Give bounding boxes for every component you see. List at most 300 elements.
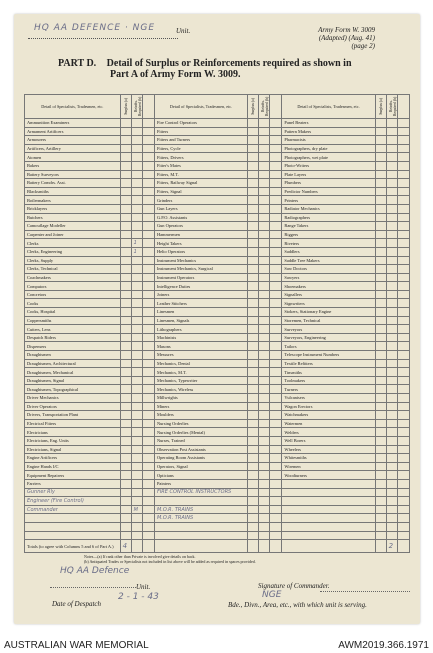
trade-cell: Leather Stitchers	[154, 299, 247, 308]
table-row	[25, 316, 410, 325]
required-cell	[259, 153, 270, 162]
surplus-cell	[248, 402, 259, 411]
blank-cell	[270, 179, 282, 188]
surplus-cell	[120, 222, 131, 231]
blank-cell	[270, 265, 282, 274]
blank-cell	[397, 479, 409, 488]
part-label: PART D.	[58, 58, 97, 69]
surplus-cell	[248, 213, 259, 222]
required-cell	[386, 376, 397, 385]
bde-handwritten: NGE	[262, 590, 282, 600]
required-cell	[259, 273, 270, 282]
surplus-cell	[120, 325, 131, 334]
commander-label: Signature of Commander.	[258, 582, 330, 590]
surplus-cell	[248, 282, 259, 291]
trade-cell: Armament Artificers	[25, 127, 121, 136]
trade-cell: Moulders	[154, 411, 247, 420]
surplus-cell	[120, 153, 131, 162]
trade-cell: Textile Refitters	[282, 359, 375, 368]
surplus-cell	[375, 273, 386, 282]
trade-cell: Photographers, wet plate	[282, 153, 375, 162]
blank-cell	[397, 127, 409, 136]
blank-cell	[397, 505, 409, 514]
trade-cell: Carpenter and Joiner	[25, 230, 121, 239]
surplus-cell	[248, 522, 259, 531]
surplus-cell	[375, 359, 386, 368]
required-cell	[131, 222, 142, 231]
required-cell	[259, 402, 270, 411]
surplus-cell	[120, 316, 131, 325]
required-cell	[386, 394, 397, 403]
required-cell	[386, 299, 397, 308]
trade-cell: Coachmakers	[25, 273, 121, 282]
surplus-cell	[375, 505, 386, 514]
required-cell	[131, 230, 142, 239]
blank-cell	[142, 187, 154, 196]
blank-cell	[397, 462, 409, 471]
surplus-cell	[375, 153, 386, 162]
surplus-cell	[375, 402, 386, 411]
required-cell	[386, 488, 397, 497]
surplus-cell	[120, 514, 131, 523]
blank-cell	[142, 273, 154, 282]
surplus-cell	[375, 428, 386, 437]
blank-cell	[270, 419, 282, 428]
required-cell	[131, 127, 142, 136]
blank-cell	[270, 471, 282, 480]
surplus-cell	[248, 436, 259, 445]
required-cell	[386, 119, 397, 128]
trade-cell: Watchmakers	[282, 411, 375, 420]
surplus-cell	[120, 436, 131, 445]
title-line-2: Part A of Army Form W. 3009.	[110, 69, 241, 80]
surplus-cell	[375, 411, 386, 420]
trade-cell: Ammunition Examiners	[25, 119, 121, 128]
blank-cell	[270, 368, 282, 377]
blank-cell	[397, 376, 409, 385]
trade-cell: Linesmen	[154, 308, 247, 317]
required-cell	[259, 531, 270, 540]
surplus-cell	[248, 540, 259, 553]
required-cell	[259, 161, 270, 170]
required-cell	[131, 488, 142, 497]
col-header-trade-3: Detail of Specialists, Tradesmen, etc.	[282, 95, 375, 119]
required-cell	[131, 342, 142, 351]
table-row	[25, 497, 410, 506]
trade-cell: Fitters	[154, 127, 247, 136]
blank-cell	[270, 230, 282, 239]
title-line-1: Detail of Surplus or Reinforcements required as shown in	[106, 58, 352, 69]
required-cell	[131, 376, 142, 385]
required-cell	[386, 239, 397, 248]
blank-cell	[142, 514, 154, 523]
trade-cell: Fitters, Drivers	[154, 153, 247, 162]
required-cell	[259, 428, 270, 437]
col-header-required-1: Reinfts. Required (b)	[131, 95, 142, 119]
blank-cell	[397, 540, 409, 553]
surplus-cell	[375, 376, 386, 385]
blank-cell	[397, 222, 409, 231]
required-cell	[259, 505, 270, 514]
required-cell	[386, 230, 397, 239]
trade-cell: Clerks, Supply	[25, 256, 121, 265]
surplus-cell	[120, 282, 131, 291]
surplus-cell	[120, 428, 131, 437]
trade-cell: Shoemakers	[282, 282, 375, 291]
blank-cell	[270, 247, 282, 256]
table-row	[25, 196, 410, 205]
blank-cell	[397, 428, 409, 437]
surplus-cell	[375, 514, 386, 523]
required-cell	[386, 127, 397, 136]
blank-cell	[270, 222, 282, 231]
surplus-cell	[120, 359, 131, 368]
blank-cell	[270, 540, 282, 553]
required-cell	[259, 127, 270, 136]
surplus-cell	[248, 471, 259, 480]
surplus-cell	[375, 325, 386, 334]
blank-cell	[270, 187, 282, 196]
surplus-cell	[120, 127, 131, 136]
surplus-cell	[120, 170, 131, 179]
surplus-cell	[375, 256, 386, 265]
surplus-cell	[375, 454, 386, 463]
required-cell	[131, 282, 142, 291]
required-cell	[131, 325, 142, 334]
trade-cell: Grinders	[154, 196, 247, 205]
required-cell	[131, 299, 142, 308]
blank-cell	[397, 136, 409, 145]
blank-cell	[270, 290, 282, 299]
trade-cell: Driver Mechanics	[25, 394, 121, 403]
trade-cell: Farriers	[25, 479, 121, 488]
required-cell	[259, 239, 270, 248]
required-cell	[386, 522, 397, 531]
blank-cell	[142, 462, 154, 471]
trade-cell: Plumbers	[282, 179, 375, 188]
table-row	[25, 204, 410, 213]
required-cell	[259, 299, 270, 308]
surplus-cell	[375, 265, 386, 274]
required-cell	[259, 282, 270, 291]
table-row	[25, 342, 410, 351]
trade-cell: Nursing Orderlies (Mental)	[154, 428, 247, 437]
trade-cell: Wheelers	[282, 445, 375, 454]
required-cell	[386, 187, 397, 196]
blank-cell	[397, 402, 409, 411]
surplus-cell	[120, 333, 131, 342]
blank-cell	[270, 411, 282, 420]
trade-cell: Fitters, M.T.	[154, 170, 247, 179]
trade-cell: Coppersmiths	[25, 316, 121, 325]
blank-cell	[270, 402, 282, 411]
trade-cell	[25, 531, 121, 540]
trade-cell: Engine Hands I/C	[25, 462, 121, 471]
blank-cell	[397, 290, 409, 299]
col-header-required-2: Reinfts. Required (b)	[259, 95, 270, 119]
blank-cell	[270, 325, 282, 334]
blank-cell	[142, 282, 154, 291]
required-cell	[259, 196, 270, 205]
trade-cell: Riggers	[282, 230, 375, 239]
trade-cell: Fitters, Cycle	[154, 144, 247, 153]
required-cell	[386, 325, 397, 334]
surplus-cell	[375, 488, 386, 497]
blank-cell	[270, 204, 282, 213]
table-row	[25, 368, 410, 377]
surplus-cell	[248, 428, 259, 437]
surplus-cell	[248, 419, 259, 428]
blank-cell	[397, 273, 409, 282]
form-ref-line-2: (Adapted) (Aug. 41)	[318, 34, 375, 42]
unit-signature-line	[50, 586, 136, 588]
surplus-cell	[120, 119, 131, 128]
required-cell	[386, 204, 397, 213]
required-cell	[386, 385, 397, 394]
trade-cell: Predictor Numbers	[282, 187, 375, 196]
trade-cell	[154, 540, 247, 553]
required-cell	[131, 531, 142, 540]
handwritten-entry: M.O.R. TRAINS	[156, 506, 194, 513]
surplus-cell	[248, 179, 259, 188]
trade-cell: Observation Post Assistants	[154, 445, 247, 454]
required-cell	[386, 256, 397, 265]
trade-cell: Hammermen	[154, 230, 247, 239]
blank-cell	[397, 325, 409, 334]
surplus-cell	[248, 385, 259, 394]
required-cell	[131, 540, 142, 553]
trade-cell: Mechanics, Typewriter	[154, 376, 247, 385]
surplus-cell	[120, 368, 131, 377]
blank-cell	[397, 333, 409, 342]
trade-cell: Electricians, Eng. Units	[25, 436, 121, 445]
despatch-date-handwritten: 2 - 1 - 43	[118, 592, 159, 602]
trade-cell: Draughtsmen	[25, 351, 121, 360]
archive-id: AWM2019.366.1971	[338, 640, 429, 651]
trade-cell: Electricians	[25, 428, 121, 437]
blank-cell	[397, 454, 409, 463]
col-header-surplus-3: Surplus (a)	[375, 95, 386, 119]
required-cell	[386, 308, 397, 317]
blank-cell	[142, 497, 154, 506]
blank-cell	[397, 342, 409, 351]
required-cell	[131, 333, 142, 342]
trade-cell: Painters	[154, 479, 247, 488]
required-cell	[259, 454, 270, 463]
required-cell	[131, 144, 142, 153]
surplus-cell	[120, 402, 131, 411]
surplus-cell	[120, 204, 131, 213]
blank-cell	[270, 136, 282, 145]
required-cell	[259, 247, 270, 256]
required-cell	[259, 119, 270, 128]
trade-cell: Linesmen, Signals	[154, 316, 247, 325]
required-cell	[259, 479, 270, 488]
surplus-cell	[248, 308, 259, 317]
surplus-cell	[375, 213, 386, 222]
required-cell	[386, 471, 397, 480]
trade-cell: Clerks, Technical	[25, 265, 121, 274]
required-cell	[386, 179, 397, 188]
required-cell	[386, 273, 397, 282]
trade-cell: Instrument Mechanics, Surgical	[154, 265, 247, 274]
commander-signature-line	[320, 590, 410, 592]
trade-cell	[154, 522, 247, 531]
required-cell	[259, 497, 270, 506]
required-cell	[131, 351, 142, 360]
required-cell	[259, 359, 270, 368]
trade-cell: Battery Surveyors	[25, 170, 121, 179]
trade-cell: Radiographers	[282, 213, 375, 222]
total-value: 2	[388, 542, 394, 551]
required-cell	[259, 256, 270, 265]
blank-cell	[397, 119, 409, 128]
required-cell	[386, 462, 397, 471]
surplus-cell	[375, 333, 386, 342]
trade-cell: Tinsmiths	[282, 368, 375, 377]
surplus-cell	[248, 144, 259, 153]
required-cell	[386, 282, 397, 291]
table-row	[25, 376, 410, 385]
surplus-cell	[375, 479, 386, 488]
required-cell	[131, 273, 142, 282]
blank-cell	[142, 454, 154, 463]
trade-cell: Battery Comdrs. Asst.	[25, 179, 121, 188]
trade-cell: Saddle Tree Makers	[282, 256, 375, 265]
trade-cell: Height Takers	[154, 239, 247, 248]
blank-cell	[397, 179, 409, 188]
surplus-cell	[375, 419, 386, 428]
required-cell	[386, 368, 397, 377]
table-row	[25, 299, 410, 308]
trade-cell: Gun Operators	[154, 222, 247, 231]
handwritten-entry: 1	[133, 240, 137, 247]
surplus-cell	[248, 247, 259, 256]
required-cell	[386, 436, 397, 445]
blank-cell	[270, 196, 282, 205]
blank-cell	[142, 179, 154, 188]
blank-cell	[270, 119, 282, 128]
trade-cell: Fitters and Turners	[154, 136, 247, 145]
surplus-cell	[248, 351, 259, 360]
trade-cell	[154, 514, 247, 523]
surplus-cell	[120, 187, 131, 196]
blank-cell	[142, 153, 154, 162]
surplus-cell	[248, 333, 259, 342]
required-cell	[386, 454, 397, 463]
blank-cell	[270, 316, 282, 325]
required-cell	[259, 540, 270, 553]
blank-cell	[270, 144, 282, 153]
blank-cell	[142, 522, 154, 531]
surplus-cell	[120, 385, 131, 394]
surplus-cell	[248, 204, 259, 213]
trade-cell: Blacksmiths	[25, 187, 121, 196]
required-cell	[131, 514, 142, 523]
trade-cell: Instrument Mechanics	[154, 256, 247, 265]
trade-cell: Joiners	[154, 290, 247, 299]
surplus-cell	[248, 342, 259, 351]
blank-cell	[142, 445, 154, 454]
trade-cell	[282, 479, 375, 488]
trade-cell	[282, 505, 375, 514]
table-row	[25, 161, 410, 170]
blank-cell	[142, 204, 154, 213]
blank-cell	[270, 127, 282, 136]
trade-cell: Mechanics, M.T.	[154, 368, 247, 377]
blank-cell	[397, 436, 409, 445]
required-cell	[259, 368, 270, 377]
required-cell	[259, 351, 270, 360]
blank-cell	[270, 462, 282, 471]
handwritten-entry: FIRE CONTROL INSTRUCTORS	[156, 489, 232, 496]
blank-cell	[142, 213, 154, 222]
table-row	[25, 471, 410, 480]
surplus-cell	[248, 170, 259, 179]
col-header-blank-1	[142, 95, 154, 119]
table-row	[25, 282, 410, 291]
table-row	[25, 462, 410, 471]
handwritten-entry: Commander	[27, 506, 58, 513]
trade-cell: Saw Doctors	[282, 265, 375, 274]
surplus-cell	[120, 505, 131, 514]
trade-cell	[154, 488, 247, 497]
required-cell	[131, 454, 142, 463]
table-row	[25, 325, 410, 334]
trade-cell: Surveyors	[282, 325, 375, 334]
trade-cell: Instrument Operators	[154, 273, 247, 282]
blank-cell	[142, 119, 154, 128]
blank-cell	[142, 256, 154, 265]
blank-cell	[270, 273, 282, 282]
required-cell	[259, 376, 270, 385]
table-row	[25, 230, 410, 239]
surplus-cell	[248, 230, 259, 239]
trade-cell: Pattern Makers	[282, 127, 375, 136]
blank-cell	[397, 471, 409, 480]
trade-cell: Radiator Mechanics	[282, 204, 375, 213]
surplus-cell	[375, 299, 386, 308]
required-cell	[259, 222, 270, 231]
surplus-cell	[120, 411, 131, 420]
note-line-2: (b) Antiquated Trades or Specialists not included in list above will be added as required in spaces provided.	[84, 559, 256, 564]
blank-cell	[142, 247, 154, 256]
trade-cell: Nurses, Trained	[154, 436, 247, 445]
blank-cell	[397, 531, 409, 540]
col-header-required-3: Reinfts. Required (b)	[386, 95, 397, 119]
blank-cell	[270, 488, 282, 497]
surplus-cell	[248, 454, 259, 463]
surplus-cell	[120, 522, 131, 531]
table-row	[25, 308, 410, 317]
surplus-cell	[120, 454, 131, 463]
surplus-cell	[120, 462, 131, 471]
required-cell	[386, 316, 397, 325]
required-cell	[386, 161, 397, 170]
surplus-cell	[120, 531, 131, 540]
table-row	[25, 247, 410, 256]
unit-label: Unit.	[176, 27, 191, 35]
blank-cell	[270, 359, 282, 368]
handwritten-entry: M	[133, 506, 138, 513]
surplus-cell	[248, 222, 259, 231]
required-cell	[259, 187, 270, 196]
required-cell	[131, 479, 142, 488]
surplus-cell	[120, 351, 131, 360]
blank-cell	[142, 316, 154, 325]
required-cell	[386, 428, 397, 437]
surplus-cell	[375, 290, 386, 299]
